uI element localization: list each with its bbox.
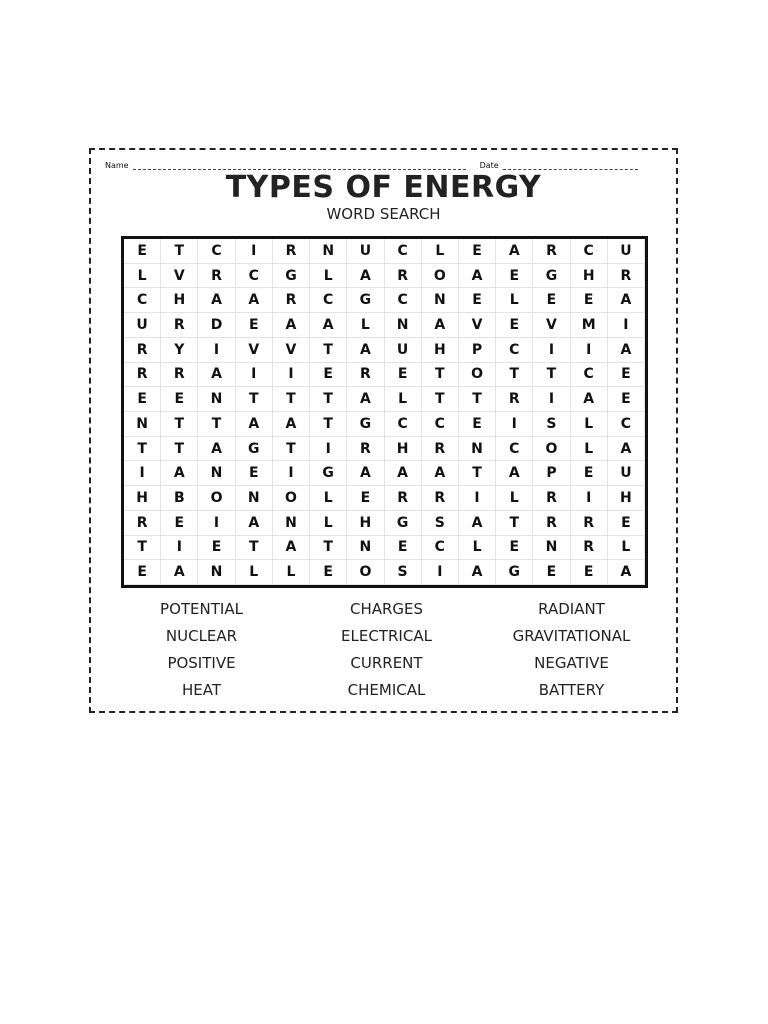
grid-letter[interactable]: A (273, 313, 310, 338)
grid-letter[interactable]: E (161, 387, 198, 412)
word-list-item: HEAT (181, 681, 222, 699)
grid-letter[interactable]: T (273, 387, 310, 412)
grid-letter[interactable]: E (459, 288, 496, 313)
grid-letter[interactable]: U (608, 461, 645, 486)
grid-letter[interactable]: I (459, 486, 496, 511)
grid-letter[interactable]: I (422, 560, 459, 585)
grid-letter[interactable]: Y (161, 338, 198, 363)
grid-letter[interactable]: A (459, 264, 496, 289)
word-list-item: CURRENT (350, 654, 423, 672)
grid-letter[interactable]: T (496, 363, 533, 388)
grid-letter[interactable]: O (347, 560, 384, 585)
grid-letter[interactable]: R (347, 363, 384, 388)
grid-letter[interactable]: G (310, 461, 347, 486)
grid-letter[interactable]: A (310, 313, 347, 338)
grid-letter[interactable]: I (273, 461, 310, 486)
grid-letter[interactable]: C (236, 264, 273, 289)
word-list-item: RADIANT (538, 600, 605, 618)
grid-letter[interactable]: L (608, 536, 645, 561)
page-subtitle: WORD SEARCH (326, 205, 441, 223)
grid-letter[interactable]: O (273, 486, 310, 511)
date-label: Date (479, 161, 499, 170)
grid-letter[interactable]: A (608, 437, 645, 462)
grid-letter[interactable]: G (496, 560, 533, 585)
grid-letter[interactable]: E (161, 511, 198, 536)
grid-letter[interactable]: E (385, 536, 422, 561)
grid-letter[interactable]: L (571, 412, 608, 437)
grid-letter[interactable]: E (198, 536, 235, 561)
grid-letter[interactable]: V (161, 264, 198, 289)
grid-letter[interactable]: R (273, 288, 310, 313)
word-list (109, 596, 664, 704)
grid-letter[interactable]: L (347, 313, 384, 338)
grid-letter[interactable]: T (310, 412, 347, 437)
grid-letter[interactable]: A (198, 437, 235, 462)
grid-letter[interactable]: E (496, 313, 533, 338)
grid-letter[interactable]: I (571, 486, 608, 511)
name-label: Name (105, 161, 129, 170)
grid-letter[interactable]: T (236, 387, 273, 412)
grid-letter[interactable]: N (236, 486, 273, 511)
grid-letter[interactable]: E (236, 313, 273, 338)
grid-letter[interactable]: L (385, 387, 422, 412)
grid-letter[interactable]: C (422, 412, 459, 437)
grid-letter[interactable]: P (459, 338, 496, 363)
grid-letter[interactable]: E (124, 560, 161, 585)
grid-letter[interactable]: R (571, 511, 608, 536)
grid-letter[interactable]: I (198, 511, 235, 536)
grid-letter[interactable]: L (422, 239, 459, 264)
grid-letter[interactable]: R (533, 511, 570, 536)
grid-letter[interactable]: R (422, 486, 459, 511)
page-title: TYPES OF ENERGY (225, 170, 542, 205)
grid-letter[interactable]: N (198, 387, 235, 412)
grid-letter[interactable]: G (236, 437, 273, 462)
grid-letter[interactable]: T (273, 437, 310, 462)
grid-letter[interactable]: E (310, 363, 347, 388)
grid-letter[interactable]: T (161, 239, 198, 264)
grid-letter[interactable]: L (496, 486, 533, 511)
grid-letter[interactable]: R (124, 511, 161, 536)
grid-letter[interactable]: T (310, 338, 347, 363)
grid-letter[interactable]: I (533, 387, 570, 412)
grid-letter[interactable]: R (422, 437, 459, 462)
grid-letter[interactable]: H (422, 338, 459, 363)
grid-letter[interactable]: C (422, 536, 459, 561)
grid-letter[interactable]: I (571, 338, 608, 363)
grid-letter[interactable]: A (161, 560, 198, 585)
grid-letter[interactable]: C (385, 412, 422, 437)
grid-letter[interactable]: I (496, 412, 533, 437)
grid-letter[interactable]: A (273, 536, 310, 561)
grid-letter[interactable]: R (608, 264, 645, 289)
grid-letter[interactable]: C (385, 239, 422, 264)
grid-letter[interactable]: L (571, 437, 608, 462)
grid-letter[interactable]: T (198, 412, 235, 437)
grid-letter[interactable]: N (198, 560, 235, 585)
grid-letter[interactable]: U (608, 239, 645, 264)
grid-letter[interactable]: A (422, 313, 459, 338)
word-list-item: ELECTRICAL (341, 627, 432, 645)
grid-letter[interactable]: N (422, 288, 459, 313)
date-field[interactable] (503, 161, 638, 170)
grid-letter[interactable]: H (161, 288, 198, 313)
grid-letter[interactable]: T (124, 437, 161, 462)
grid-letter[interactable]: C (496, 437, 533, 462)
grid-letter[interactable]: E (385, 363, 422, 388)
grid-letter[interactable]: H (347, 511, 384, 536)
grid-letter[interactable]: H (571, 264, 608, 289)
grid-letter[interactable]: A (347, 461, 384, 486)
grid-letter[interactable]: R (385, 264, 422, 289)
grid-letter[interactable]: V (273, 338, 310, 363)
grid-letter[interactable]: O (533, 437, 570, 462)
grid-letter[interactable]: A (608, 288, 645, 313)
grid-letter[interactable]: I (124, 461, 161, 486)
grid-letter[interactable]: C (571, 239, 608, 264)
grid-letter[interactable]: E (571, 560, 608, 585)
grid-letter[interactable]: N (198, 461, 235, 486)
grid-letter[interactable]: A (236, 511, 273, 536)
grid-letter[interactable]: T (459, 461, 496, 486)
grid-letter[interactable]: A (459, 560, 496, 585)
grid-letter[interactable]: E (608, 511, 645, 536)
grid-letter[interactable]: L (124, 264, 161, 289)
grid-letter[interactable]: I (310, 437, 347, 462)
grid-letter[interactable]: R (496, 387, 533, 412)
grid-letter[interactable]: R (347, 437, 384, 462)
grid-letter[interactable]: C (310, 288, 347, 313)
grid-letter[interactable]: R (385, 486, 422, 511)
grid-letter[interactable]: T (422, 363, 459, 388)
grid-letter[interactable]: A (459, 511, 496, 536)
word-list-item: POTENTIAL (160, 600, 243, 618)
word-list-item: NUCLEAR (165, 627, 238, 645)
grid-letter[interactable]: A (273, 412, 310, 437)
grid-letter[interactable]: E (533, 560, 570, 585)
grid-letter[interactable]: R (571, 536, 608, 561)
grid-letter[interactable]: O (422, 264, 459, 289)
grid-letter[interactable]: E (124, 387, 161, 412)
grid-letter[interactable]: A (385, 461, 422, 486)
grid-letter[interactable]: I (198, 338, 235, 363)
grid-letter[interactable]: C (608, 412, 645, 437)
grid-letter[interactable]: T (236, 536, 273, 561)
name-date-line (105, 158, 662, 170)
grid-letter[interactable]: I (236, 239, 273, 264)
word-list-item: CHARGES (349, 600, 424, 618)
grid-letter[interactable]: G (273, 264, 310, 289)
grid-letter[interactable]: N (533, 536, 570, 561)
grid-letter[interactable]: A (347, 264, 384, 289)
grid-letter[interactable]: G (385, 511, 422, 536)
grid-letter[interactable]: R (533, 239, 570, 264)
grid-letter[interactable]: U (347, 239, 384, 264)
grid-letter[interactable]: T (310, 387, 347, 412)
grid-letter[interactable]: N (273, 511, 310, 536)
grid-letter[interactable]: A (608, 338, 645, 363)
grid-letter[interactable]: B (161, 486, 198, 511)
grid-letter[interactable]: T (124, 536, 161, 561)
grid-letter[interactable]: A (236, 412, 273, 437)
grid-letter[interactable]: E (608, 387, 645, 412)
grid-letter[interactable]: C (571, 363, 608, 388)
grid-letter[interactable]: A (496, 461, 533, 486)
grid-letter[interactable]: E (236, 461, 273, 486)
grid-letter[interactable]: V (236, 338, 273, 363)
grid-letter[interactable]: G (347, 288, 384, 313)
grid-letter[interactable]: T (161, 412, 198, 437)
grid-letter[interactable]: N (385, 313, 422, 338)
grid-letter[interactable]: I (273, 363, 310, 388)
grid-letter[interactable]: T (459, 387, 496, 412)
grid-letter[interactable]: A (571, 387, 608, 412)
grid-letter[interactable]: S (385, 560, 422, 585)
grid-letter[interactable]: A (496, 239, 533, 264)
grid-letter[interactable]: E (496, 536, 533, 561)
grid-letter[interactable]: C (385, 288, 422, 313)
grid-letter[interactable]: E (608, 363, 645, 388)
word-list-item: CHEMICAL (347, 681, 426, 699)
grid-letter[interactable]: L (273, 560, 310, 585)
grid-letter[interactable]: C (198, 239, 235, 264)
grid-letter[interactable]: L (459, 536, 496, 561)
grid-letter[interactable]: D (198, 313, 235, 338)
grid-letter[interactable]: E (459, 239, 496, 264)
grid-letter[interactable]: C (496, 338, 533, 363)
grid-letter[interactable]: S (533, 412, 570, 437)
grid-letter[interactable]: O (459, 363, 496, 388)
grid-letter[interactable]: E (571, 461, 608, 486)
word-list-item: NEGATIVE (534, 654, 609, 672)
grid-letter[interactable]: E (571, 288, 608, 313)
grid-letter[interactable]: A (198, 288, 235, 313)
grid-letter[interactable]: G (347, 412, 384, 437)
grid-letter[interactable]: R (124, 363, 161, 388)
grid-letter[interactable]: A (198, 363, 235, 388)
grid-letter[interactable]: L (236, 560, 273, 585)
grid-letter[interactable]: T (310, 536, 347, 561)
grid-letter[interactable]: U (385, 338, 422, 363)
grid-letter[interactable]: L (310, 486, 347, 511)
grid-letter[interactable]: A (608, 560, 645, 585)
grid-letter[interactable]: P (533, 461, 570, 486)
grid-letter[interactable]: L (310, 511, 347, 536)
name-field[interactable] (133, 161, 466, 170)
grid-letter[interactable]: R (161, 363, 198, 388)
grid-letter[interactable]: E (533, 288, 570, 313)
grid-letter[interactable]: E (310, 560, 347, 585)
grid-letter[interactable]: E (124, 239, 161, 264)
grid-letter[interactable]: N (124, 412, 161, 437)
grid-letter[interactable]: I (608, 313, 645, 338)
grid-letter[interactable]: S (422, 511, 459, 536)
letter-grid (121, 236, 648, 588)
grid-letter[interactable]: C (124, 288, 161, 313)
grid-letter[interactable]: N (347, 536, 384, 561)
grid-letter[interactable]: H (385, 437, 422, 462)
grid-letter[interactable]: L (496, 288, 533, 313)
grid-letter[interactable]: N (459, 437, 496, 462)
grid-letter[interactable]: L (310, 264, 347, 289)
grid-letter[interactable]: A (236, 288, 273, 313)
grid-letter[interactable]: A (161, 461, 198, 486)
word-list-item: POSITIVE (167, 654, 236, 672)
grid-letter[interactable]: A (347, 387, 384, 412)
grid-letter[interactable]: I (161, 536, 198, 561)
grid-letter[interactable]: U (124, 313, 161, 338)
grid-letter[interactable]: M (571, 313, 608, 338)
grid-letter[interactable]: V (533, 313, 570, 338)
grid-letter[interactable]: I (236, 363, 273, 388)
word-list-item: GRAVITATIONAL (512, 627, 631, 645)
grid-letter[interactable]: I (533, 338, 570, 363)
word-list-item: BATTERY (538, 681, 605, 699)
grid-letter[interactable]: A (347, 338, 384, 363)
grid-letter[interactable]: O (198, 486, 235, 511)
grid-letter[interactable]: A (422, 461, 459, 486)
grid-letter[interactable]: E (459, 412, 496, 437)
worksheet (89, 148, 678, 713)
grid-letter[interactable]: R (198, 264, 235, 289)
grid-letter[interactable]: T (161, 437, 198, 462)
grid-letter[interactable]: N (310, 239, 347, 264)
grid-letter[interactable]: R (161, 313, 198, 338)
grid-letter[interactable]: R (533, 486, 570, 511)
grid-letter[interactable]: T (496, 511, 533, 536)
grid-letter[interactable]: G (533, 264, 570, 289)
grid-letter[interactable]: R (124, 338, 161, 363)
grid-letter[interactable]: H (608, 486, 645, 511)
grid-letter[interactable]: T (422, 387, 459, 412)
grid-letter[interactable]: R (273, 239, 310, 264)
grid-letter[interactable]: E (496, 264, 533, 289)
grid-letter[interactable]: T (533, 363, 570, 388)
grid-letter[interactable]: V (459, 313, 496, 338)
grid-letter[interactable]: E (347, 486, 384, 511)
grid-letter[interactable]: H (124, 486, 161, 511)
